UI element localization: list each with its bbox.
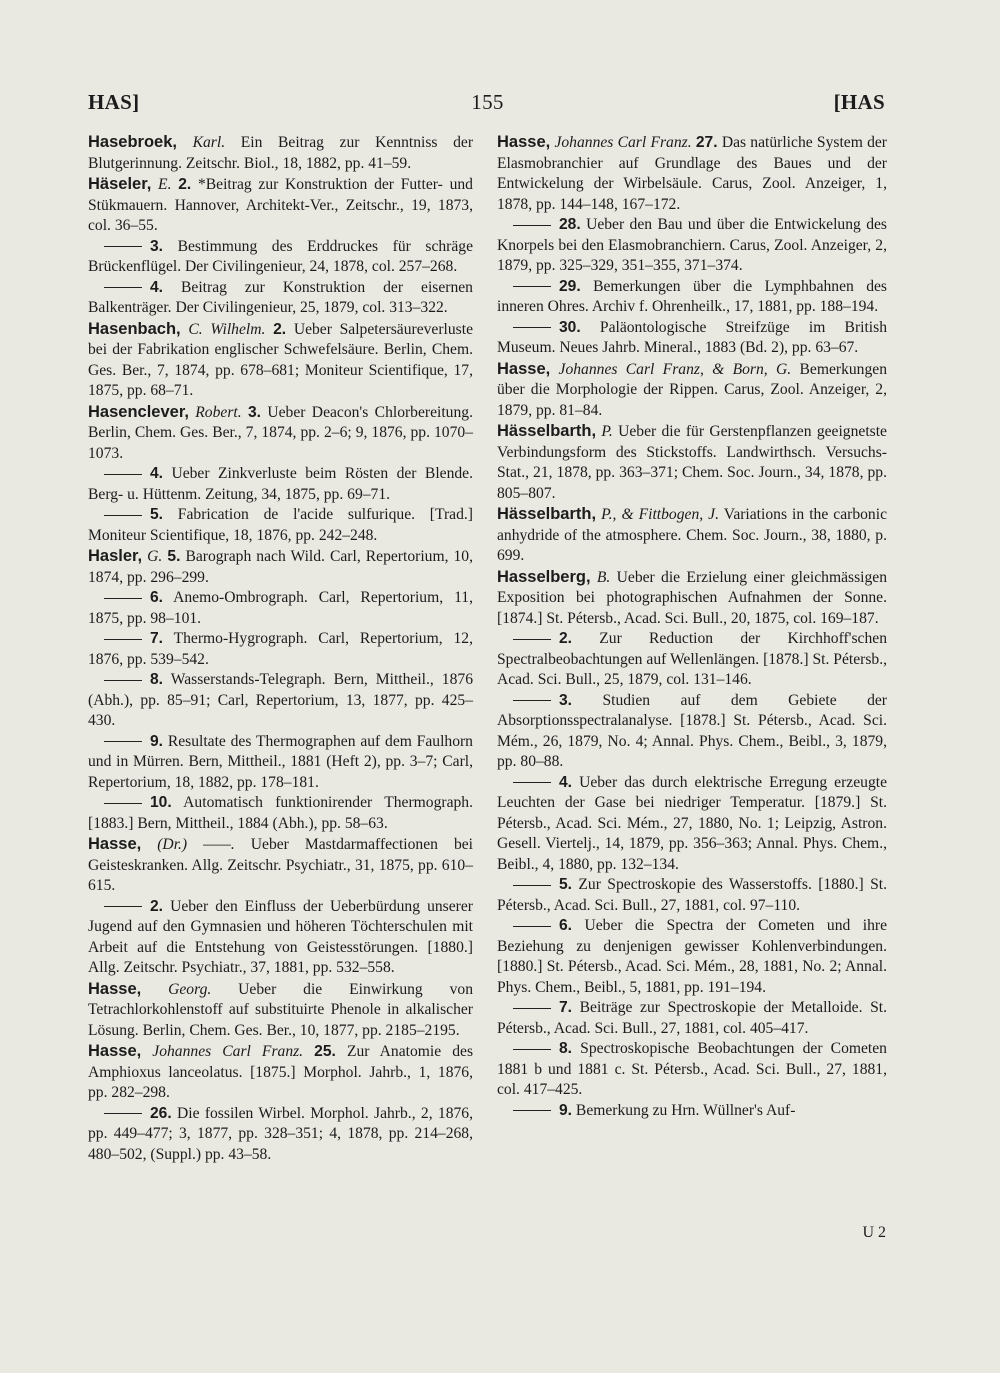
entry-number: 2. — [178, 176, 192, 193]
entry-number: 9. — [559, 1101, 573, 1119]
running-head-right: [HAS — [833, 90, 885, 114]
entry-author-forename: E. — [158, 176, 172, 193]
entry-citation: Zur Anatomie des Amphioxus lanceolatus. [1875.] Morphol. Jahrb., 1, 1876, pp. 282–298. — [88, 1043, 474, 1101]
entry-citation: Ein Beitrag zur Kenntniss der Blutgerinnung. Zeitschr. Biol., 18, 1882, pp. 41–59. — [88, 134, 474, 172]
bibliography-entry — [88, 1104, 473, 1166]
entry-author-forename: Georg. — [168, 980, 212, 998]
entry-number: 2. — [273, 320, 287, 338]
ditto-dash — [513, 1049, 551, 1050]
ditto-dash — [513, 700, 551, 701]
bibliography-entry — [497, 359, 887, 422]
signature-mark: U 2 — [862, 1224, 886, 1241]
entry-number: 25. — [314, 1043, 336, 1060]
entry-citation: Barograph nach Wild. Carl, Repertorium, 10, 1874, pp. 296–299. — [88, 548, 474, 586]
bibliography-entry — [497, 1039, 887, 1101]
entry-citation: Bestimmung des Erddruckes für schräge Brückenflügel. Der Civilingenieur, 24, 1878, col. 257–268. — [88, 237, 473, 275]
entry-citation: Ueber die Einwirkung von Tetrachlorkohlenstoff auf substituirte Phenole in alkalischer Lösung. Berlin, Chem. Ges. Ber., 10, 1877, pp. 2185–2195. — [88, 980, 473, 1039]
ditto-dash — [104, 246, 142, 247]
entry-number: 7. — [150, 630, 164, 647]
entry-citation: Wasserstands-Telegraph. Bern, Mittheil., 1876 (Abh.), pp. 85–91; Carl, Repertorium, 13, 1877, pp. 425–430. — [88, 671, 473, 729]
entry-citation: Zur Reduction der Kirchhoff'schen Spectralbeobachtungen auf Wellenlängen. [1878.] St. Pétersb., Acad. Sci. Bull., 25, 1879, col. 131–146. — [497, 630, 887, 688]
entry-citation: Ueber die Erzielung einer gleichmässigen Exposition bei photographischen Aufnahmen der Sonne. [1874.] St. Pétersb., Acad. Sci. Bull., 20, 1875, col. 169–187. — [497, 568, 887, 627]
entry-author-name: Hasler, — [88, 547, 143, 565]
entry-citation: Das natürliche System der Elasmobranchier auf Grundlage des Baues und der Entwickelung der Wirbelsäule. Carus, Zool. Anzeiger, 1, 1878, pp. 144–148, 167–172. — [497, 134, 887, 213]
entry-author-name: Hasse, — [88, 1042, 142, 1060]
bibliography-entry — [497, 504, 887, 567]
entry-author-name: Hasse, — [497, 359, 551, 378]
entry-number: 28. — [559, 216, 581, 233]
bibliography-entry — [88, 237, 473, 278]
bibliography-entry — [88, 793, 473, 834]
entry-number: 26. — [150, 1104, 172, 1122]
entry-number: 7. — [559, 999, 573, 1016]
bibliography-entry — [88, 834, 473, 897]
entry-number: 2. — [559, 630, 573, 647]
entry-citation: Ueber Mastdarmaffectionen bei Geisteskranken. Allg. Zeitschr. Psychiatr., 31, 1875, pp. 610–615. — [88, 836, 474, 894]
entry-author-name: Hasebroek, — [88, 133, 177, 151]
right-column — [497, 132, 887, 1121]
entry-citation: Beitrag zur Konstruktion der eisernen Balkenträger. Der Civilingenieur, 25, 1879, col. 313–322. — [88, 278, 473, 316]
ditto-dash — [104, 639, 142, 640]
ditto-dash — [513, 327, 551, 328]
entry-citation: Anemo-Ombrograph. Carl, Repertorium, 11, 1875, pp. 98–101. — [88, 589, 473, 627]
running-head-left: HAS] — [88, 90, 140, 114]
bibliography-entry — [497, 421, 887, 504]
entry-citation: Automatisch funktionirender Thermograph. [1883.] Bern, Mittheil., 1884 (Abh.), pp. 58–63. — [88, 794, 474, 832]
ditto-dash — [513, 286, 551, 287]
entry-author-forename: P., & Fittbogen, J. — [601, 506, 720, 523]
entry-citation: Ueber die Spectra der Cometen und ihre Beziehung zu denjenigen gewisser Kohlenverbindungen. [1880.] St. Pétersb., Acad. Sci. Mém., 28, 1881, No. 2; Annal. Phys. Chem., Beibl., 5, 1881, pp. 191–194. — [497, 917, 887, 996]
bibliography-entry — [88, 670, 473, 732]
entry-author-forename: B. — [596, 568, 611, 586]
bibliography-entry — [88, 464, 473, 505]
entry-author-name: Hasselberg, — [497, 567, 591, 586]
page-number: 155 — [471, 90, 504, 114]
bibliography-entry — [88, 588, 473, 629]
entry-number: 9. — [150, 732, 164, 750]
ditto-dash — [104, 474, 142, 475]
entry-number: 10. — [150, 794, 172, 811]
bibliography-entry — [497, 629, 887, 691]
ditto-dash — [104, 598, 142, 599]
entry-number: 2. — [150, 897, 164, 915]
bibliography-entry — [88, 278, 473, 319]
ditto-dash — [104, 906, 142, 907]
ditto-dash — [104, 287, 142, 288]
bibliography-entry — [497, 875, 887, 916]
entry-number: 30. — [559, 318, 581, 336]
bibliography-entry — [88, 132, 473, 174]
entry-number: 29. — [559, 277, 581, 295]
ditto-dash — [513, 639, 551, 640]
entry-author-forename: (Dr.) ——. — [157, 836, 235, 853]
entry-citation: Ueber Zinkverluste beim Rösten der Blende. Berg- u. Hüttenm. Zeitung, 34, 1875, pp. 69–71. — [88, 465, 473, 503]
entry-citation: Ueber Deacon's Chlorbereitung. Berlin, Chem. Ges. Ber., 7, 1874, pp. 2–6; 9, 1876, pp. 1070–1073. — [88, 403, 473, 462]
entry-author-name: Hasenclever, — [88, 402, 189, 421]
bibliography-entry — [88, 402, 473, 465]
entry-author-name: Hasenbach, — [88, 319, 181, 338]
entry-author-name: Hasse, — [88, 835, 142, 853]
entry-citation: Spectroskopische Beobachtungen der Cometen 1881 b und 1881 c. St. Pétersb., Acad. Sci. Bull., 27, 1881, col. 417–425. — [497, 1040, 887, 1098]
entry-author-forename: G. — [147, 548, 163, 565]
ditto-dash — [513, 225, 551, 226]
entry-author-name: Hässelbarth, — [497, 505, 597, 523]
entry-citation: Bemerkungen über die Lymphbahnen des inneren Ohres. Archiv f. Ohrenheilk., 17, 1881, pp. 188–194. — [497, 277, 887, 315]
entry-author-name: Hasse, — [497, 133, 551, 151]
bibliography-entry — [88, 546, 473, 588]
bibliography-entry — [497, 567, 887, 630]
entry-citation: Studien auf dem Gebiete der Absorptionsspectralanalyse. [1878.] St. Pétersb., Acad. Sci. Mém., 26, 1879, No. 4; Annal. Phys. Chem., Beibl., 3, 1879, pp. 80–88. — [497, 691, 887, 770]
entry-citation: Zur Spectroskopie des Wasserstoffs. [1880.] St. Pétersb., Acad. Sci. Bull., 27, 1881, col. 97–110. — [497, 876, 887, 914]
entry-citation: Thermo-Hygrograph. Carl, Repertorium, 12, 1876, pp. 539–542. — [88, 630, 473, 668]
entry-author-forename: Karl. — [192, 134, 226, 151]
entry-citation: Ueber den Bau und über die Entwickelung des Knorpels bei den Elasmobranchiern. Carus, Zool. Anzeiger, 2, 1879, pp. 325–329, 351–355, 371–374. — [497, 216, 887, 274]
entry-author-name: Häseler, — [88, 175, 152, 193]
bibliography-entry — [88, 897, 473, 979]
entry-citation: Ueber die für Gerstenpflanzen geeignetste Verbindungsform des Stickstoffs. Landwirthsch. Versuchs-Stat., 21, 1878, pp. 363–371; Chem. Soc. Journ., 34, 1878, pp. 805–807. — [497, 423, 887, 502]
entry-citation: Ueber Salpetersäureverluste bei der Fabrikation englischer Schwefelsäure. Berlin, Chem. Ges. Ber., 7, 1874, pp. 678–681; Moniteur Scientifique, 17, 1875, pp. 68–71. — [88, 320, 473, 399]
entry-author-forename: Johannes Carl Franz, & Born, G. — [558, 360, 792, 378]
entry-author-forename: C. Wilhelm. — [188, 320, 266, 338]
entry-author-forename: P. — [601, 423, 613, 440]
entry-number: 8. — [150, 671, 164, 688]
entry-citation: Ueber das durch elektrische Erregung erzeugte Leuchten der Gase bei niedriger Temperatur. [1879.] St. Pétersb., Acad. Sci. Mém., 27, 1880, No. 1; Leipzig, Astron. Gesell. Viertelj., 14, 1879, pp. 356–363; Annal. Phys. Chem., Beibl., 4, 1880, pp. 132–134. — [497, 773, 887, 873]
entry-number: 4. — [150, 465, 164, 482]
entry-citation: Resultate des Thermographen auf dem Faulhorn und in Mürren. Bern, Mittheil., 1881 (Heft 2), pp. 3–7; Carl, Repertorium, 18, 1882, pp. 178–181. — [88, 732, 473, 791]
entry-author-name: Hasse, — [88, 979, 142, 998]
entry-citation: Die fossilen Wirbel. Morphol. Jahrb., 2, 1876, pp. 449–477; 3, 1877, pp. 328–351; 4, 1878, pp. 214–268, 480–502, (Suppl.) pp. 43–58. — [88, 1104, 473, 1163]
bibliography-entry — [88, 629, 473, 670]
ditto-dash — [104, 741, 142, 742]
bibliography-entry — [88, 732, 473, 794]
ditto-dash — [513, 926, 551, 927]
bibliography-entry — [88, 319, 473, 402]
bibliography-entry — [88, 174, 473, 237]
entry-number: 3. — [247, 403, 261, 421]
entry-citation: Variations in the carbonic anhydride of the atmosphere. Chem. Soc. Journ., 38, 1880, p. 699. — [497, 506, 887, 564]
entry-number: 4. — [150, 278, 164, 296]
entry-number: 3. — [559, 691, 573, 709]
bibliography-entry — [88, 1041, 473, 1104]
entry-citation: Bemerkung zu Hrn. Wüllner's Auf- — [575, 1101, 796, 1119]
entry-author-name: Hässelbarth, — [497, 422, 597, 440]
entry-citation: Fabrication de l'acide sulfurique. [Trad.] Moniteur Scientifique, 18, 1876, pp. 242–248. — [88, 506, 473, 544]
bibliography-entry — [497, 215, 887, 277]
bibliography-entry — [497, 998, 887, 1039]
bibliography-entry — [497, 916, 887, 998]
entry-number: 4. — [559, 773, 573, 791]
entry-author-forename: Johannes Carl Franz. — [554, 134, 692, 151]
entry-citation: Paläontologische Streifzüge im British Museum. Neues Jahrb. Mineral., 1883 (Bd. 2), pp. 63–67. — [497, 318, 888, 356]
entry-number: 6. — [150, 589, 164, 606]
ditto-dash — [513, 885, 551, 886]
bibliography-entry — [88, 505, 473, 546]
ditto-dash — [104, 803, 142, 804]
ditto-dash — [513, 782, 551, 783]
entry-citation: *Beitrag zur Konstruktion der Futter- und Stükmauern. Hannover, Architekt-Ver., Zeitschr., 19, 1873, col. 36–55. — [88, 176, 473, 234]
bibliography-entry — [497, 318, 887, 359]
bibliography-entry — [497, 277, 887, 318]
entry-number: 5. — [150, 506, 164, 523]
entry-number: 6. — [559, 917, 573, 934]
bibliography-entry — [497, 691, 887, 773]
left-column — [88, 132, 473, 1165]
entry-author-forename: Robert. — [195, 403, 242, 421]
ditto-dash — [513, 1008, 551, 1009]
ditto-dash — [104, 680, 142, 681]
entry-number: 5. — [559, 876, 573, 893]
ditto-dash — [104, 1113, 142, 1114]
entry-citation: Beiträge zur Spectroskopie der Metalloide. St. Pétersb., Acad. Sci. Bull., 27, 1881, col. 405–417. — [497, 999, 887, 1037]
ditto-dash — [513, 1110, 551, 1111]
bibliography-entry — [497, 132, 887, 215]
entry-number: 3. — [150, 237, 164, 255]
bibliography-entry — [88, 979, 473, 1042]
entry-citation: Ueber den Einfluss der Ueberbürdung unserer Jugend auf den Gymnasien und höheren Töchterschulen mit Arbeit auf die Entstehung von Geistesstörungen. [1880.] Allg. Zeitschr. Psychiatr., 37, 1881, pp. 532–558. — [88, 897, 473, 976]
bibliography-entry — [497, 1101, 887, 1122]
entry-number: 8. — [559, 1040, 573, 1057]
entry-citation: Bemerkungen über die Morphologie der Rippen. Carus, Zool. Anzeiger, 2, 1879, pp. 81–84. — [497, 360, 887, 419]
entry-number: 27. — [695, 134, 718, 151]
entry-author-forename: Johannes Carl Franz. — [152, 1043, 304, 1060]
bibliography-entry — [497, 773, 887, 876]
ditto-dash — [104, 515, 142, 516]
entry-number: 5. — [167, 548, 181, 565]
